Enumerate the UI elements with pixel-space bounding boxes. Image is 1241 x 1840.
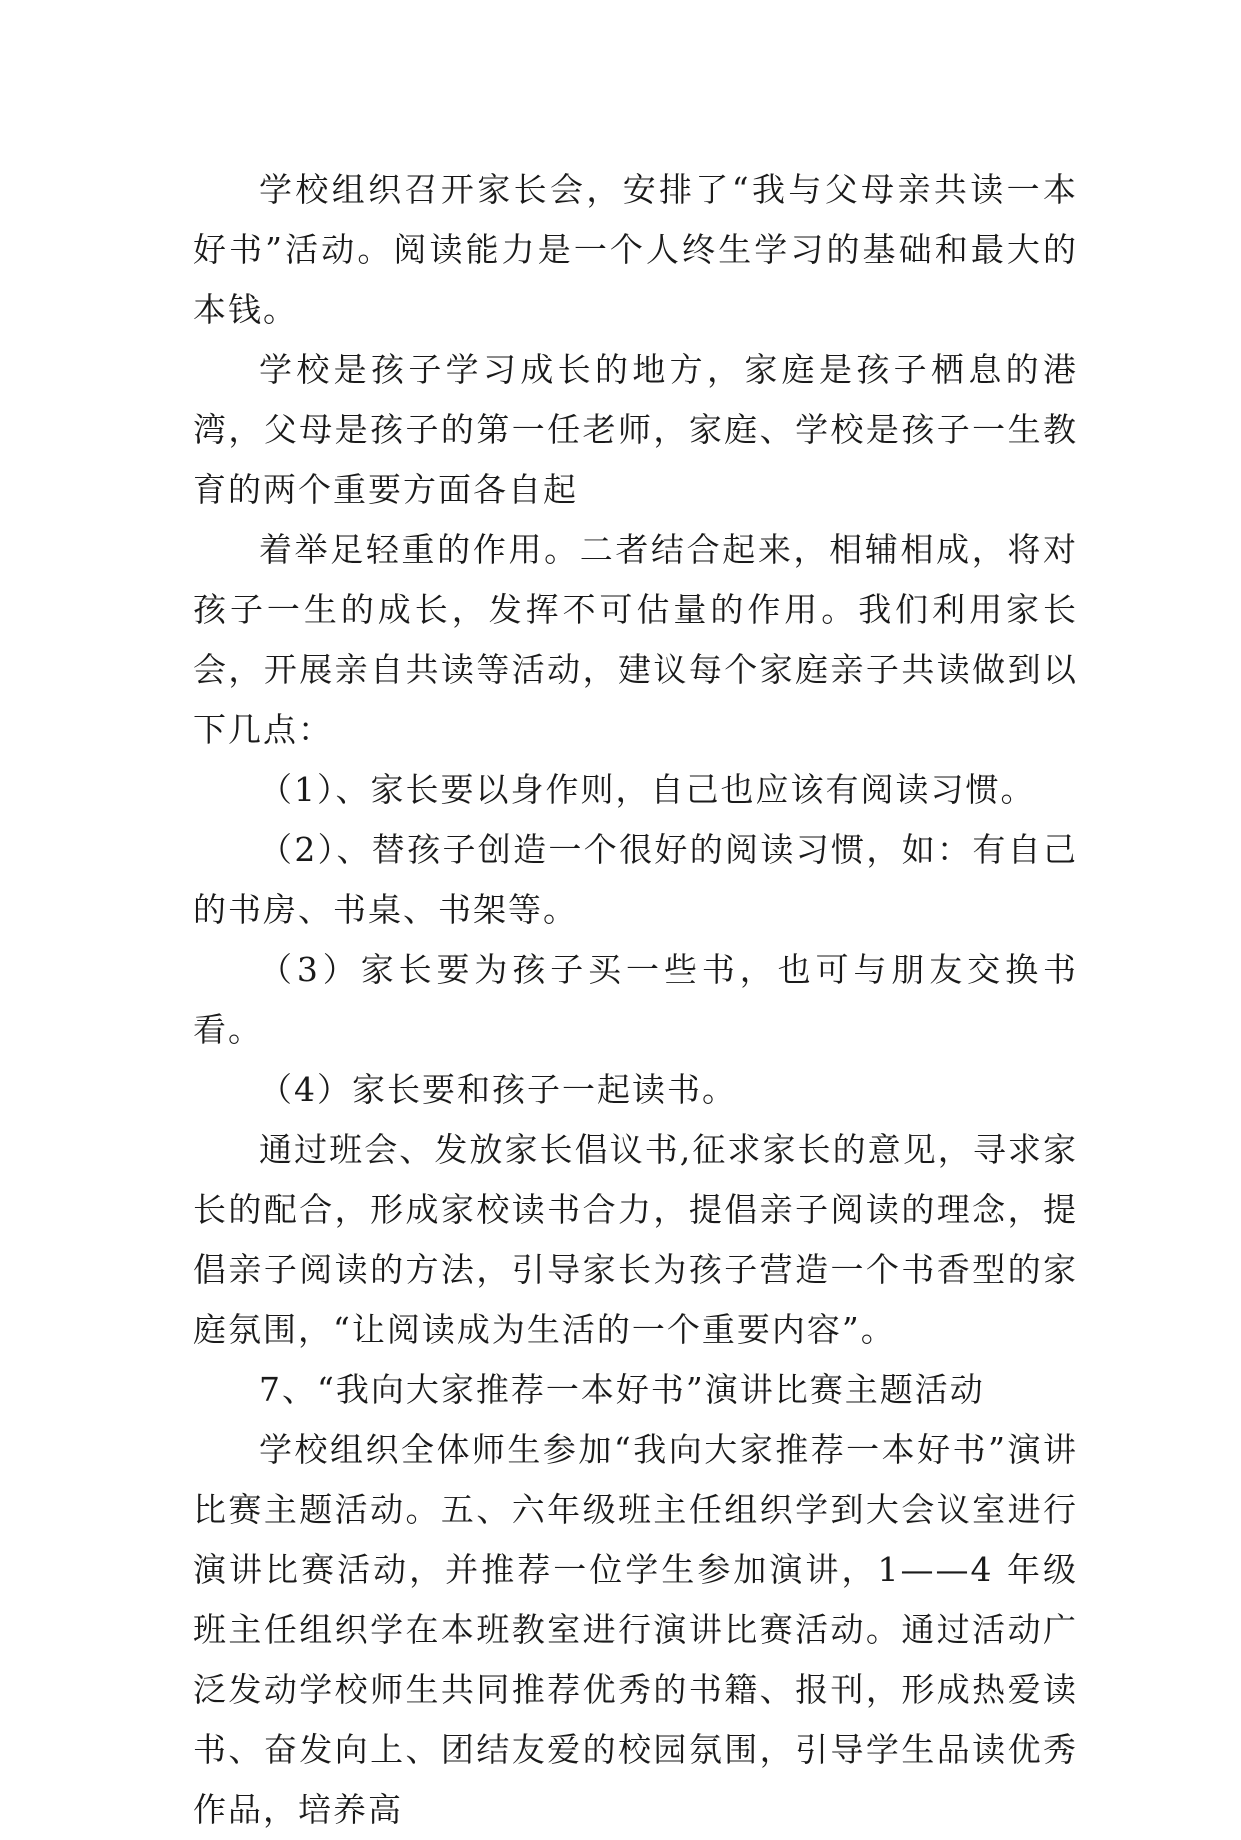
section-heading-7: 7、“我向大家推荐一本好书”演讲比赛主题活动 (259, 1370, 985, 1409)
paragraph-class-meeting: 通过班会、发放家长倡议书,征求家长的意见，寻求家长的配合，形成家校读书合力，提倡亲子阅读的理念，提倡亲子阅读的方法，引导家长为孩子营造一个书香型的家庭氛围，“让阅读成为生活的一个重要内容”。 (193, 1130, 1078, 1349)
list-item-3: （3）家长要为孩子买一些书，也可与朋友交换书看。 (193, 950, 1078, 1049)
list-item-4: （4）家长要和孩子一起读书。 (259, 1070, 737, 1109)
list-item-2: （2）、替孩子创造一个很好的阅读习惯，如：有自己的书房、书桌、书架等。 (193, 830, 1078, 929)
paragraph-speech-contest: 学校组织全体师生参加“我向大家推荐一本好书”演讲比赛主题活动。五、六年级班主任组织学到大会议室进行演讲比赛活动，并推荐一位学生参加演讲，1——4 年级班主任组织学在本班教室进行演讲比赛活动。通过活动广泛发动学校师生共同推荐优秀的书籍、报刊，形成热爱读书、奋发向上、团结友爱的校园氛围，引导学生品读优秀作品，培养高 (193, 1430, 1078, 1829)
list-item-1: （1）、家长要以身作则，自己也应该有阅读习惯。 (259, 770, 1036, 809)
paragraph-combined-role: 着举足轻重的作用。二者结合起来，相辅相成，将对孩子一生的成长，发挥不可估量的作用。我们利用家长会，开展亲自共读等活动，建议每个家庭亲子共读做到以下几点： (193, 530, 1078, 749)
paragraph-parent-meeting: 学校组织召开家长会，安排了“我与父母亲共读一本好书”活动。阅读能力是一个人终生学习的基础和最大的本钱。 (193, 170, 1078, 329)
document-body (193, 160, 1078, 1840)
paragraph-school-and-family: 学校是孩子学习成长的地方，家庭是孩子栖息的港湾，父母是孩子的第一任老师，家庭、学校是孩子一生教育的两个重要方面各自起 (193, 350, 1078, 509)
